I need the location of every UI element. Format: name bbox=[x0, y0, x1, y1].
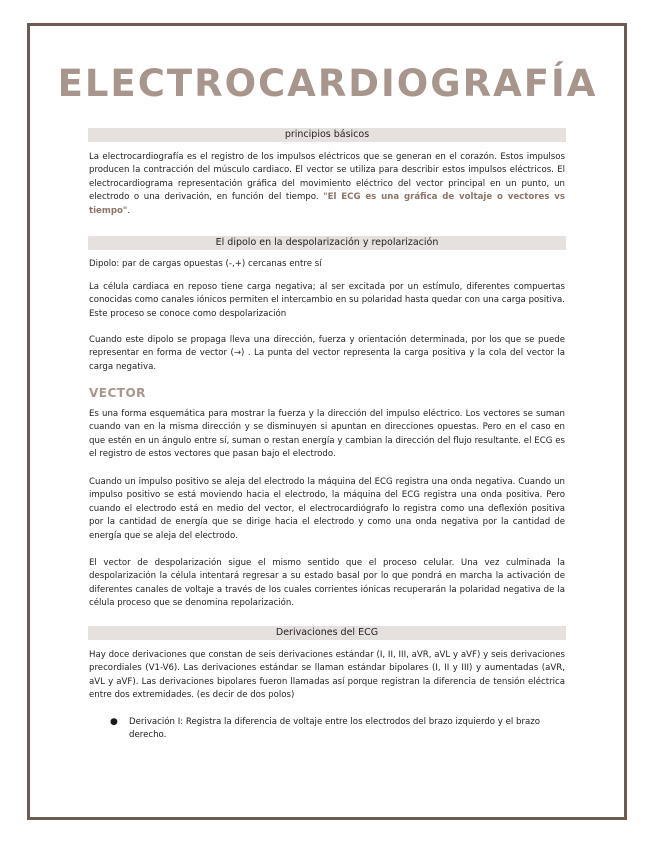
paragraph-vector-2: Cuando un impulso positivo se aleja del electrodo la máquina del ECG registra una onda negativa. Cuando un impulso positivo se está moviendo hacia el electrodo, la máquina del ECG registra una onda positiva. Pero cuando el electrodo está en medio del vector, el electrocardiógrafo lo registra como una deflexión positiva por la cantidad de energía que se dirige hacia el electrodo y como una onda negativa por la cantidad de energía que se aleja del electrodo. bbox=[89, 477, 565, 541]
paragraph-vector-3: El vector de despolarización sigue el mismo sentido que el proceso celular. Una vez culminada la despolarización la célula intentará regresar a su estado basal por lo que pondrá en marcha la activación de diferentes canales de voltaje a través de los cuales corrientes iónicas recuperarán la polaridad negativa de la célula proceso que se denomina repolarización. bbox=[89, 558, 565, 609]
paragraph-derivaciones: Hay doce derivaciones que constan de seis derivaciones estándar (I, II, III, aVR, aVL y aVF) y seis derivaciones precordiales (V1-V6). Las derivaciones estándar se llaman estándar bipolares (I, II y III) y aumentadas (aVR, aVL y aVF). Las derivaciones bipolares fueron llamadas así porque registran la diferencia de tensión eléctrica entre dos extremidades. (es decir de dos polos) bbox=[89, 650, 565, 701]
section-heading-derivaciones: Derivaciones del ECG bbox=[88, 626, 566, 640]
paragraph-despolarizacion: La célula cardiaca en reposo tiene carga negativa; al ser excitada por un estímulo, diferentes compuertas conocidas como canales iónicos permiten el intercambio en su polaridad hasta quedar con una carga positiva. Este proceso se conoce como despolarización bbox=[89, 282, 565, 319]
subheading-vector: VECTOR bbox=[89, 386, 146, 400]
paragraph-intro-end: . bbox=[127, 205, 131, 216]
paragraph-dipolo-def: Dipolo: par de cargas opuestas (-,+) cercanas entre sí bbox=[89, 259, 322, 269]
paragraph-intro bbox=[89, 151, 565, 218]
document-title: ELECTROCARDIOGRAFÍA bbox=[57, 62, 598, 105]
highlight-quote: "El ECG es una gráfica de voltaje o vectores vs tiempo" bbox=[89, 192, 565, 216]
bullet-icon: ● bbox=[110, 717, 118, 727]
list-item-text: Derivación I: Registra la diferencia de voltaje entre los electrodos del brazo izquierdo y el brazo derecho. bbox=[129, 717, 541, 741]
paragraph-propagacion: Cuando este dipolo se propaga lleva una dirección, fuerza y orientación determinada, por los que se puede representar en forma de vector (→) . La punta del vector representa la carga positiva y la cola del vector la carga negativa. bbox=[89, 335, 565, 372]
section-heading-principios: principios básicos bbox=[88, 128, 566, 142]
section-heading-dipolo: El dipolo en la despolarización y repolarización bbox=[88, 236, 566, 250]
paragraph-intro-text: La electrocardiografía es el registro de los impulsos eléctricos que se generan en el corazón. Estos impulsos producen la contracción del músculo cardiaco. El vector se utiliza para describir estos impulsos eléctricos. El electrocardiograma representación gráfica del movimiento eléctrico del vector principal en un punto, un electrodo o una derivación, en función del tiempo. bbox=[89, 152, 565, 203]
paragraph-vector-1: Es una forma esquemática para mostrar la fuerza y la dirección del impulso eléctrico. Los vectores se suman cuando van en la misma dirección y se disminuyen si apuntan en direcciones opuestas. Pero en el caso en que estén en un ángulo entre sí, suman o restan energía y cambian la dirección del flujo resultante. el ECG es el registro de estos vectores que pasan bajo el electrodo. bbox=[89, 409, 565, 460]
